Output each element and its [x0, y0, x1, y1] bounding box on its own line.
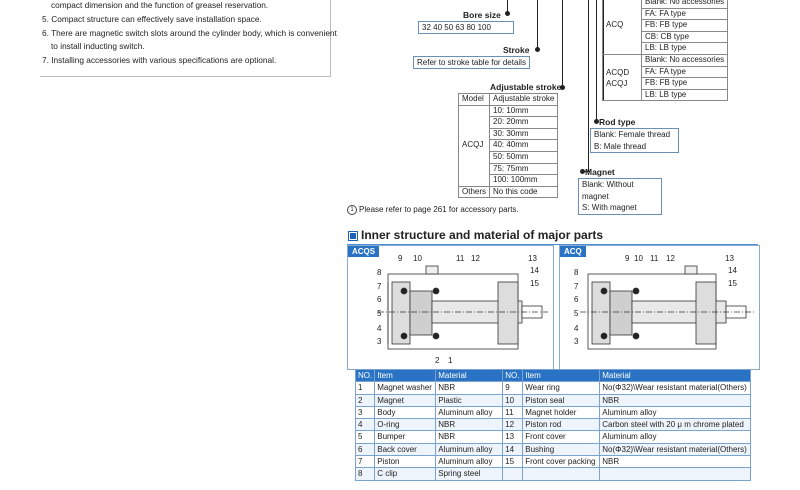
cell-item: Front cover packing [523, 456, 600, 468]
header-cell: Item [523, 370, 600, 382]
cell-material: Aluminum alloy [436, 443, 503, 455]
cell-no: 5 [356, 431, 375, 443]
feature-line-4: to install inducting switch. [51, 41, 145, 51]
feature-line-2: 5. Compact structure can effectively save installation space. [42, 14, 262, 24]
cell-material: Aluminum alloy [600, 431, 751, 443]
mount-option: Blank: No accessories [642, 0, 728, 8]
adjustable-table [458, 93, 558, 198]
table-row [356, 431, 751, 443]
cell-item: O-ring [375, 419, 436, 431]
cell-no: 12 [503, 419, 523, 431]
callout-14: 14 [530, 266, 539, 275]
magnet-label: Magnet [585, 167, 615, 177]
cell-item: Front cover [523, 431, 600, 443]
callout-1: 1 [448, 356, 453, 365]
stroke-label: Stroke [503, 45, 530, 55]
cell-material: NBR [436, 382, 503, 394]
section-title: Inner structure and material of major parts [361, 228, 604, 242]
cell-no: 7 [356, 456, 375, 468]
mount-option: FA: FA type [642, 66, 728, 78]
callout-12: 12 [666, 254, 675, 263]
callout-5: 5 [377, 309, 382, 318]
mount-model-acqj: ACQJ [606, 78, 628, 88]
cell-item: Magnet washer [375, 382, 436, 394]
callout-8: 8 [574, 268, 579, 277]
mount-models-group2 [603, 54, 642, 100]
callout-11: 11 [456, 254, 465, 263]
stroke-connector [537, 0, 538, 50]
materials-header-row [356, 370, 751, 382]
cylinder-drawing-acq [560, 246, 759, 369]
mounting-table [602, 0, 728, 101]
rod-type-box [590, 128, 679, 153]
feature-line-3: 6. There are magnetic switch slots around the cylinder body, which is convenient [42, 28, 337, 38]
callout-9: 9 [625, 254, 630, 263]
cell-material: NBR [436, 419, 503, 431]
rod-type-option: Blank: Female thread [594, 130, 671, 139]
rod-type-option: B: Male thread [594, 141, 647, 151]
adjustable-label: Adjustable stroke [490, 82, 562, 92]
table-row [356, 456, 751, 468]
callout-15: 15 [728, 279, 737, 288]
mount-option: FB: FB type [642, 20, 728, 32]
adj-option: 75: 75mm [490, 163, 558, 175]
mount-model-acqd: ACQD [606, 67, 630, 77]
callout-5: 5 [574, 309, 579, 318]
header-cell: NO. [503, 370, 523, 382]
cell-material: Plastic [436, 394, 503, 406]
mount-option: LB: LB type [642, 43, 728, 55]
cell-no: 4 [356, 419, 375, 431]
callout-8: 8 [377, 268, 382, 277]
diagram-acqs [347, 245, 554, 370]
header-cell: NO. [356, 370, 375, 382]
magnet-option: Blank: Without magnet [582, 180, 634, 201]
adj-header-model: Model [459, 94, 490, 106]
cell-no: 11 [503, 406, 523, 418]
mount-option: CB: CB type [642, 31, 728, 43]
adj-option: 100: 100mm [490, 175, 558, 187]
cell-item: Piston seal [523, 394, 600, 406]
feature-line-1: compact dimension and the function of greasel reservation. [51, 0, 269, 10]
stroke-dot [535, 47, 540, 52]
table-row [356, 468, 751, 480]
adj-header-stroke: Adjustable stroke [490, 94, 558, 106]
cell-no: 8 [356, 468, 375, 480]
adj-option: 40: 40mm [490, 140, 558, 152]
cell-no [503, 468, 523, 480]
cell-item: Back cover [375, 443, 436, 455]
cell-no: 2 [356, 394, 375, 406]
cell-no: 6 [356, 443, 375, 455]
rod-type-label: Rod type [599, 117, 636, 127]
cell-material: Aluminum alloy [600, 406, 751, 418]
header-cell: Item [375, 370, 436, 382]
mount-option: Blank: No accessories [642, 54, 728, 66]
table-row [356, 382, 751, 394]
mount-option: LB: LB type [642, 89, 728, 101]
bore-label: Bore size [463, 10, 501, 20]
diagram-acq [559, 245, 760, 370]
cell-no: 15 [503, 456, 523, 468]
callout-7: 7 [574, 282, 579, 291]
cell-material: NBR [600, 394, 751, 406]
cell-material: NBR [436, 431, 503, 443]
callout-9: 9 [398, 254, 403, 263]
cell-material: Spring steel [436, 468, 503, 480]
callout-14: 14 [728, 266, 737, 275]
bore-values: 32 40 50 63 80 100 [418, 21, 514, 34]
callout-10: 10 [634, 254, 643, 263]
callout-13: 13 [528, 254, 537, 263]
note-text: Please refer to page 261 for accessory parts. [359, 205, 519, 214]
rod-connector [596, 0, 597, 122]
callout-4: 4 [377, 324, 382, 333]
cell-item: Wear ring [523, 382, 600, 394]
table-row [356, 394, 751, 406]
mount-option: FB: FB type [642, 78, 728, 90]
cell-material: Carbon steel with 20 μ m chrome plated [600, 419, 751, 431]
cell-material: Aluminum alloy [436, 406, 503, 418]
section-square-icon [348, 231, 358, 241]
callout-10: 10 [413, 254, 422, 263]
callout-11: 11 [650, 254, 659, 263]
adj-option: 50: 50mm [490, 151, 558, 163]
cell-item: Magnet [375, 394, 436, 406]
adj-model: ACQJ [459, 105, 490, 186]
materials-table [355, 369, 751, 481]
table-row [356, 406, 751, 418]
cell-no: 10 [503, 394, 523, 406]
cylinder-drawing-acqs [348, 246, 553, 369]
magnet-box [578, 178, 662, 215]
cell-item: C clip [375, 468, 436, 480]
cell-item: Body [375, 406, 436, 418]
callout-3: 3 [574, 337, 579, 346]
cell-no: 9 [503, 382, 523, 394]
adj-option: 30: 30mm [490, 128, 558, 140]
cell-no: 13 [503, 431, 523, 443]
magnet-connector [588, 0, 589, 172]
callout-3: 3 [377, 337, 382, 346]
callout-7: 7 [377, 282, 382, 291]
callout-6: 6 [377, 295, 382, 304]
bore-dot [505, 11, 510, 16]
cell-material: NBR [600, 456, 751, 468]
adjustable-connector [562, 0, 563, 88]
cell-item: Bushing [523, 443, 600, 455]
callout-2: 2 [435, 356, 440, 365]
table-row [356, 419, 751, 431]
header-cell: Material [600, 370, 751, 382]
cell-no: 3 [356, 406, 375, 418]
header-cell: Material [436, 370, 503, 382]
table-row [356, 443, 751, 455]
callout-12: 12 [471, 254, 480, 263]
cell-material [600, 468, 751, 480]
magnet-option: S: With magnet [582, 203, 637, 212]
mount-option: FA: FA type [642, 8, 728, 20]
cell-item: Bumper [375, 431, 436, 443]
callout-6: 6 [574, 295, 579, 304]
note-marker: 1 [347, 205, 357, 215]
cell-material: No(Φ32)\Wear resistant material(Others) [600, 443, 751, 455]
cell-material: No(Φ32)\Wear resistant material(Others) [600, 382, 751, 394]
mount-model-acq: ACQ [603, 0, 642, 54]
stroke-value: Refer to stroke table for details [413, 56, 530, 69]
adj-option: 20: 20mm [490, 117, 558, 129]
cell-no: 14 [503, 443, 523, 455]
cell-material: Aluminum alloy [436, 456, 503, 468]
diagram-acq-tag: ACQ [560, 246, 586, 257]
cell-item [523, 468, 600, 480]
diagram-acqs-tag: ACQS [348, 246, 379, 257]
cell-item: Piston rod [523, 419, 600, 431]
cell-no: 1 [356, 382, 375, 394]
adj-others-value: No this code [490, 186, 558, 198]
callout-15: 15 [530, 279, 539, 288]
cell-item: Piston [375, 456, 436, 468]
callout-4: 4 [574, 324, 579, 333]
cell-item: Magnet holder [523, 406, 600, 418]
adj-others-model: Others [459, 186, 490, 198]
callout-13: 13 [725, 254, 734, 263]
feature-line-5: 7. Installing accessories with various specifications are optional. [42, 55, 277, 65]
adj-option: 10: 10mm [490, 105, 558, 117]
